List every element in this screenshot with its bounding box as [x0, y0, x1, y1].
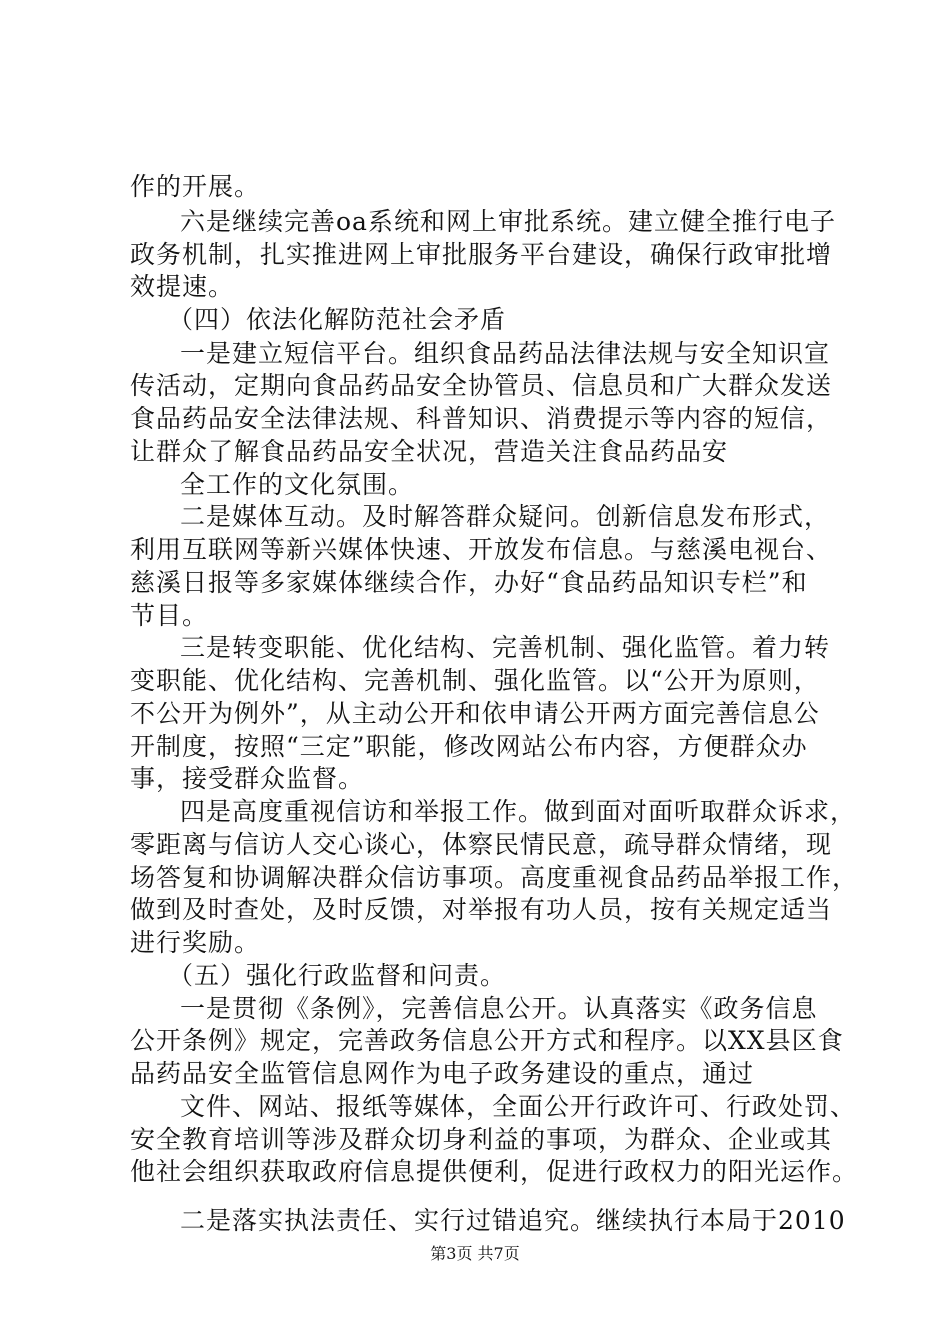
- section-heading: （四）依法化解防范社会矛盾: [168, 305, 507, 334]
- text-line: 开制度，按照“三定”职能，修改网站公布内容，方便群众办: [130, 732, 808, 761]
- text-line: 政务机制，扎实推进网上审批服务平台建设，确保行政审批增: [130, 240, 833, 269]
- text-line: 全工作的文化氛围。: [180, 470, 415, 499]
- text-line: 节目。: [130, 601, 209, 630]
- text-line: 做到及时查处，及时反馈，对举报有功人员，按有关规定适当: [130, 895, 833, 924]
- text-line: 传活动，定期向食品药品安全协管员、信息员和广大群众发送: [130, 371, 833, 400]
- text-line: 四是高度重视信访和举报工作。做到面对面听取群众诉求，: [180, 797, 857, 826]
- text-line: 食品药品安全法律法规、科普知识、消费提示等内容的短信，: [130, 404, 833, 433]
- text-line: 公开条例》规定，完善政务信息公开方式和程序。以XX县区食: [130, 1026, 844, 1055]
- text-line: 利用互联网等新兴媒体快速、开放发布信息。与慈溪电视台、: [130, 535, 833, 564]
- text-line: 慈溪日报等多家媒体继续合作，办好“食品药品知识专栏”和: [130, 568, 808, 597]
- text-line: 变职能、优化结构、完善机制、强化监管。以“公开为原则，: [130, 666, 820, 695]
- text-line: 三是转变职能、优化结构、完善机制、强化监管。着力转: [180, 633, 831, 662]
- text-line: 事，接受群众监督。: [130, 764, 365, 793]
- text-line: 作的开展。: [130, 172, 261, 201]
- text-line: 安全教育培训等涉及群众切身利益的事项，为群众、企业或其: [130, 1125, 833, 1154]
- text-line: 他社会组织获取政府信息提供便利，促进行政权力的阳光运作。: [130, 1157, 859, 1186]
- page-number-footer: 第3页 共7页: [430, 1244, 520, 1263]
- text-line: 让群众了解食品药品安全状况，营造关注食品药品安: [130, 437, 729, 466]
- text-line: 二是落实执法责任、实行过错追究。继续执行本局于2010: [180, 1206, 846, 1235]
- text-line: 一是贯彻《条例》，完善信息公开。认真落实《政务信息: [180, 994, 818, 1023]
- text-line: 场答复和协调解决群众信访事项。高度重视食品药品举报工作，: [130, 863, 859, 892]
- text-line: 不公开为例外”，从主动公开和依申请公开两方面完善信息公: [130, 699, 820, 728]
- section-heading: （五）强化行政监督和问责。: [168, 961, 507, 990]
- text-line: 六是继续完善oa系统和网上审批系统。建立健全推行电子: [180, 207, 836, 236]
- text-line: 品药品安全监管信息网作为电子政务建设的重点，通过: [130, 1059, 755, 1088]
- text-line: 零距离与信访人交心谈心，体察民情民意，疏导群众情绪，现: [130, 830, 833, 859]
- text-line: 效提速。: [130, 272, 235, 301]
- text-line: 二是媒体互动。及时解答群众疑问。创新信息发布形式，: [180, 502, 831, 531]
- text-line: 一是建立短信平台。组织食品药品法律法规与安全知识宣: [180, 339, 831, 368]
- text-line: 进行奖励。: [130, 928, 261, 957]
- text-line: 文件、网站、报纸等媒体，全面公开行政许可、行政处罚、: [180, 1092, 857, 1121]
